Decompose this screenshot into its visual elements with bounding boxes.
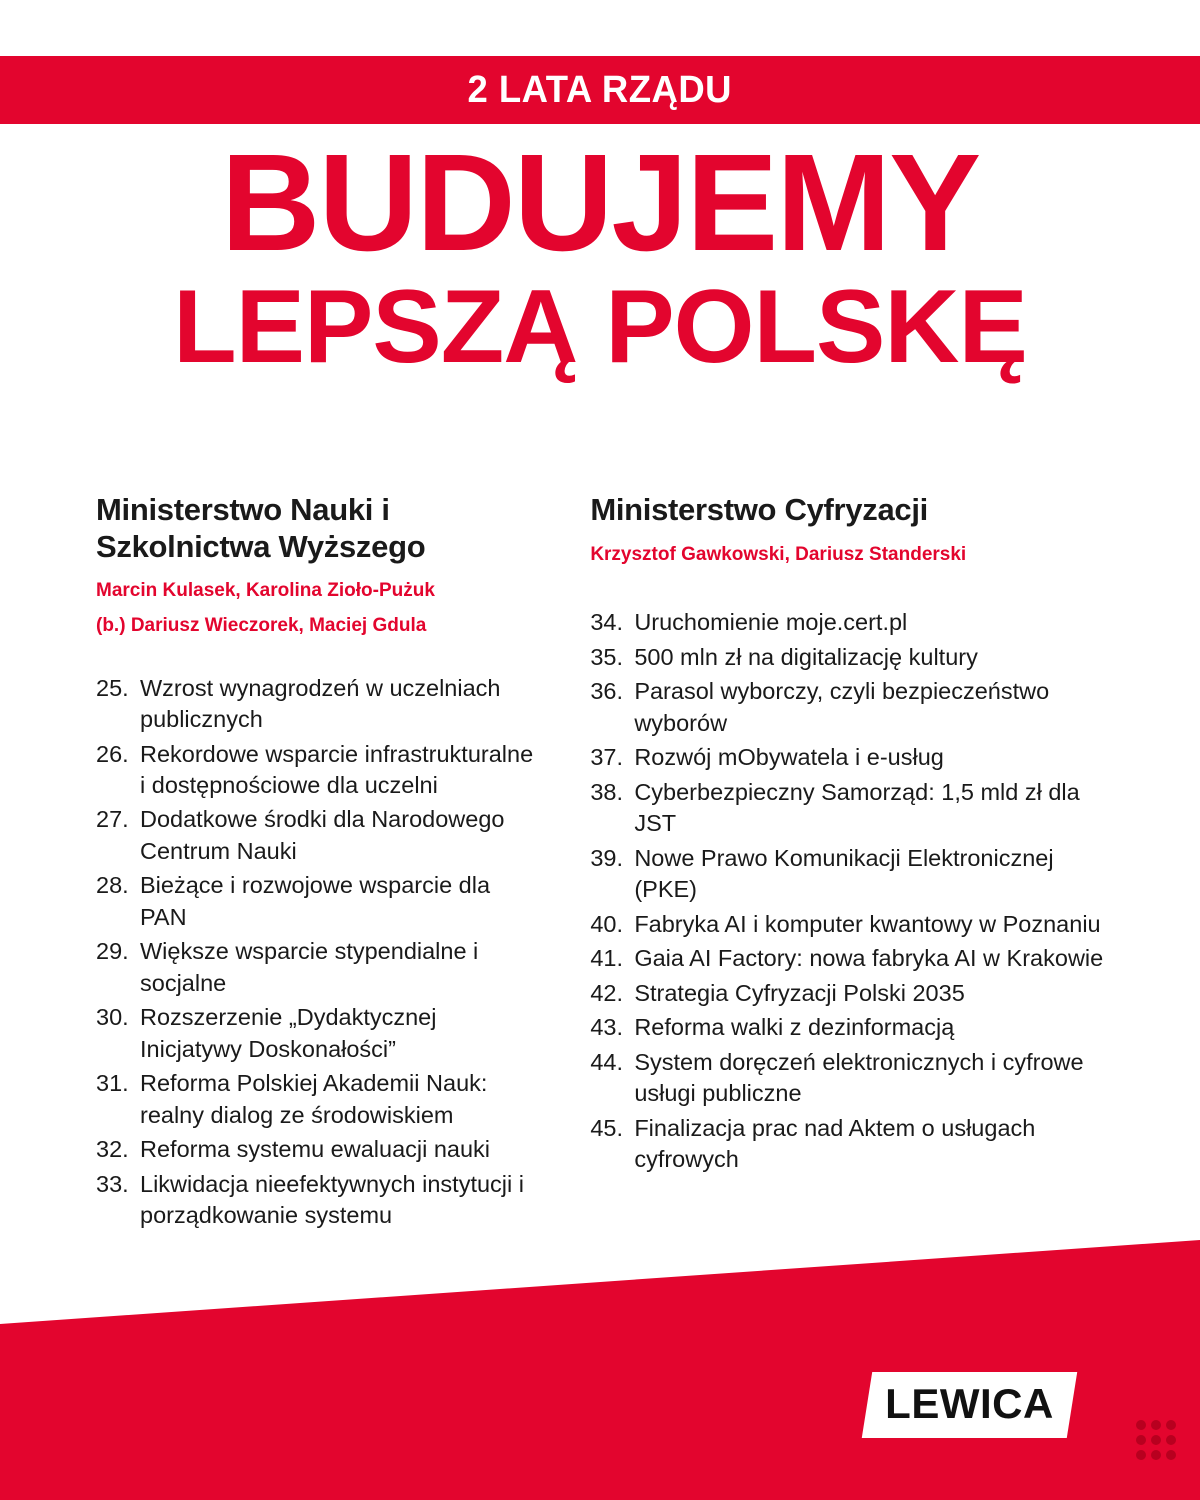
list-item-text: Większe wsparcie stypendialne i socjalne bbox=[140, 938, 479, 996]
list-item-number: 45. bbox=[590, 1114, 623, 1141]
list-item bbox=[96, 1002, 536, 1065]
list-item-number: 32. bbox=[96, 1136, 129, 1163]
ministry-people-digitization: Krzysztof Gawkowski, Dariusz Standerski bbox=[590, 543, 967, 565]
list-item bbox=[590, 978, 1104, 1009]
column-digitization bbox=[590, 492, 1104, 1235]
headline-line-1: BUDUJEMY bbox=[220, 126, 980, 280]
list-item-text: Likwidacja nieefektywnych instytucji i porządkowanie systemu bbox=[140, 1170, 524, 1229]
list-item-number: 29. bbox=[96, 938, 129, 965]
list-item-number: 40. bbox=[590, 910, 623, 937]
list-item-text: Gaia AI Factory: nowa fabryka AI w Krakowie bbox=[634, 945, 1104, 972]
list-item-number: 31. bbox=[96, 1070, 129, 1097]
list-item-number: 25. bbox=[96, 674, 129, 701]
list-item-number: 36. bbox=[590, 678, 623, 705]
list-item-text: Dodatkowe środki dla Narodowego Centrum Nauki bbox=[140, 806, 505, 864]
list-item-number: 27. bbox=[96, 806, 129, 833]
list-item-number: 35. bbox=[590, 643, 623, 670]
list-item-number: 33. bbox=[96, 1170, 129, 1197]
achievement-list-digitization bbox=[590, 607, 1104, 1175]
list-item-number: 37. bbox=[590, 744, 623, 771]
list-item bbox=[590, 943, 1104, 974]
list-item-number: 28. bbox=[96, 872, 129, 899]
list-item-text: Strategia Cyfryzacji Polski 2035 bbox=[634, 979, 965, 1006]
list-item-text: Rozszerzenie „Dydaktycznej Inicjatywy Doskonałości” bbox=[140, 1004, 437, 1062]
list-item-text: Reforma Polskiej Akademii Nauk: realny dialog ze środowiskiem bbox=[140, 1070, 488, 1128]
list-item bbox=[590, 1012, 1104, 1043]
list-item bbox=[590, 909, 1104, 940]
list-item-text: Rozwój mObywatela i e-usług bbox=[634, 744, 944, 771]
list-item-text: Cyberbezpieczny Samorząd: 1,5 mld zł dla JST bbox=[634, 778, 1080, 837]
list-item bbox=[590, 642, 1104, 673]
top-ribbon bbox=[0, 56, 1200, 124]
page-title bbox=[0, 126, 1200, 386]
list-item-text: Wzrost wynagrodzeń w uczelniach publicznych bbox=[140, 674, 501, 733]
achievement-list-science bbox=[96, 673, 536, 1232]
lewica-logo-label: LEWICA bbox=[885, 1380, 1055, 1427]
ministry-people-science-line-2: (b.) Dariusz Wieczorek, Maciej Gdula bbox=[96, 614, 427, 636]
ministry-people-science-line-1: Marcin Kulasek, Karolina Zioło-Pużuk bbox=[96, 580, 435, 602]
list-item bbox=[96, 739, 536, 802]
list-item bbox=[590, 1113, 1104, 1176]
list-item-number: 39. bbox=[590, 844, 623, 871]
bottom-band bbox=[0, 1240, 1200, 1500]
list-item-text: 500 mln zł na digitalizację kultury bbox=[634, 643, 978, 670]
ribbon-label: 2 LATA RZĄDU bbox=[467, 68, 733, 111]
list-item bbox=[96, 673, 536, 736]
list-item bbox=[96, 936, 536, 999]
list-item-number: 34. bbox=[590, 609, 623, 636]
list-item bbox=[96, 1169, 536, 1232]
list-item bbox=[96, 1134, 536, 1165]
list-item-number: 30. bbox=[96, 1004, 129, 1031]
list-item bbox=[96, 804, 536, 867]
list-item bbox=[96, 870, 536, 933]
dots-decoration-icon bbox=[1130, 1420, 1176, 1476]
list-item bbox=[590, 1047, 1104, 1110]
list-item bbox=[590, 676, 1104, 739]
column-science bbox=[96, 492, 536, 1235]
list-item bbox=[590, 777, 1104, 840]
list-item-number: 38. bbox=[590, 778, 623, 805]
ministry-title-science: Ministerstwo Nauki i Szkolnictwa Wyższego bbox=[96, 492, 426, 564]
list-item-text: System doręczeń elektronicznych i cyfrowe usługi publiczne bbox=[634, 1048, 1084, 1107]
list-item-number: 43. bbox=[590, 1014, 623, 1041]
content-columns bbox=[0, 492, 1200, 1235]
list-item-text: Reforma walki z dezinformacją bbox=[634, 1014, 955, 1041]
list-item-number: 41. bbox=[590, 945, 623, 972]
list-item-number: 42. bbox=[590, 979, 623, 1006]
list-item-text: Parasol wyborczy, czyli bezpieczeństwo wyborów bbox=[634, 678, 1050, 736]
lewica-logo bbox=[862, 1372, 1077, 1438]
list-item-text: Uruchomienie moje.cert.pl bbox=[634, 609, 908, 636]
list-item-text: Finalizacja prac nad Aktem o usługach cyfrowych bbox=[634, 1114, 1036, 1173]
list-item-text: Bieżące i rozwojowe wsparcie dla PAN bbox=[140, 872, 491, 930]
list-item-number: 44. bbox=[590, 1048, 623, 1075]
list-item-text: Reforma systemu ewaluacji nauki bbox=[140, 1136, 491, 1163]
ministry-title-digitization: Ministerstwo Cyfryzacji bbox=[590, 492, 928, 527]
list-item-text: Fabryka AI i komputer kwantowy w Poznaniu bbox=[634, 910, 1101, 937]
list-item bbox=[590, 742, 1104, 773]
list-item bbox=[590, 843, 1104, 906]
list-item-number: 26. bbox=[96, 740, 129, 767]
list-item bbox=[590, 607, 1104, 638]
headline-line-2: LEPSZĄ POLSKĘ bbox=[173, 269, 1027, 386]
list-item bbox=[96, 1068, 536, 1131]
list-item-text: Rekordowe wsparcie infrastrukturalne i dostępnościowe dla uczelni bbox=[140, 740, 534, 798]
list-item-text: Nowe Prawo Komunikacji Elektronicznej (PKE) bbox=[634, 844, 1054, 903]
